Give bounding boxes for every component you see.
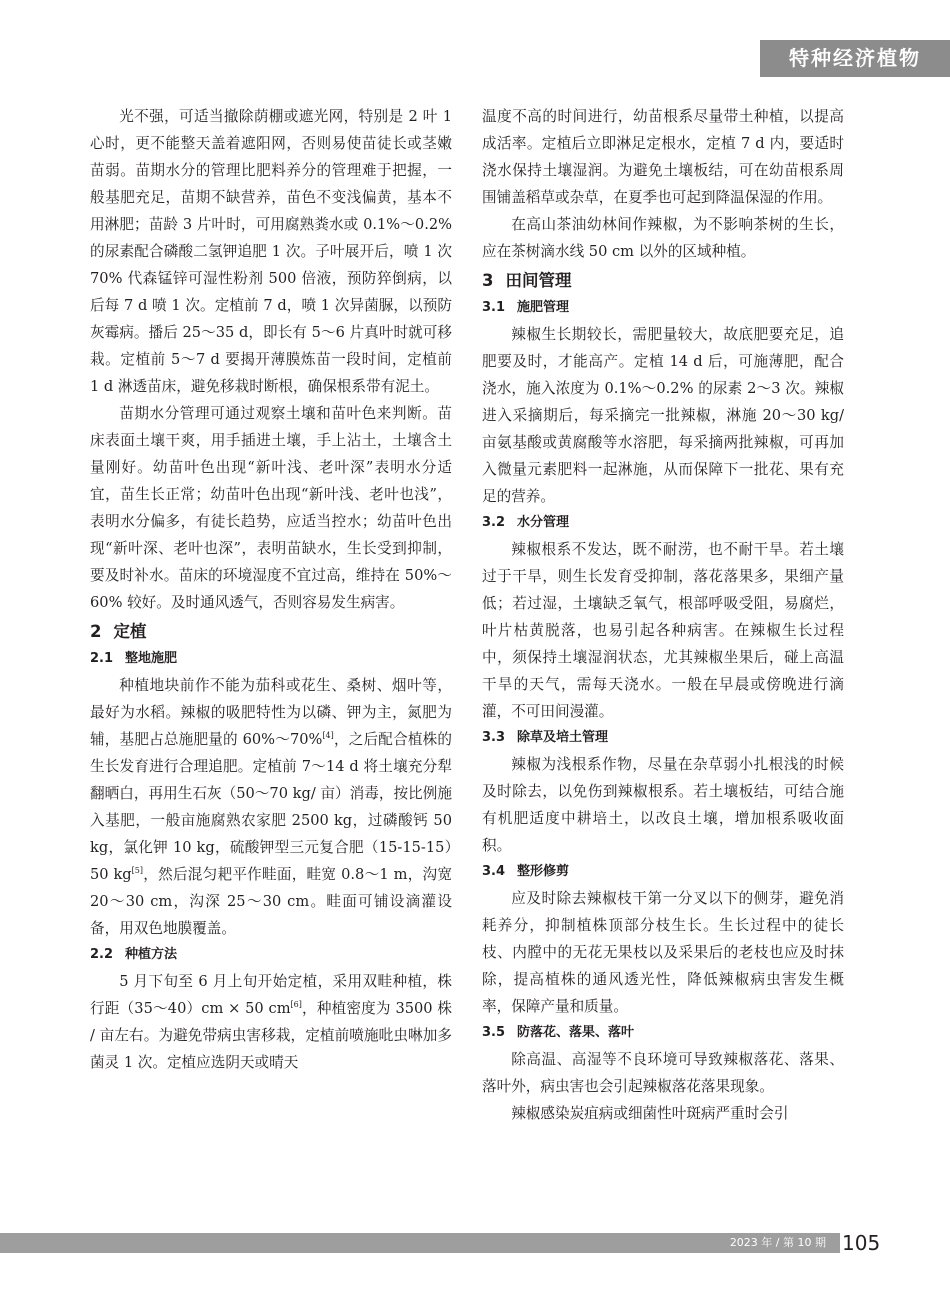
paragraph-text: 种植地块前作不能为茄科或花生、桑树、烟叶等，最好为水稻。辣椒的吸肥特性为以磷、钾为主，氮肥为辅，基肥占总施肥量的 60%～70% (90, 677, 452, 748)
paragraph: 在高山茶油幼林间作辣椒，为不影响茶树的生长，应在茶树滴水线 50 cm 以外的区域种植。 (482, 216, 844, 260)
section-title: 定植 (113, 622, 147, 641)
subsection-number: 3.5 (482, 1025, 506, 1040)
citation: [4] (322, 731, 334, 741)
paragraph: 温度不高的时间进行，幼苗根系尽量带土种植，以提高成活率。定植后立即淋足定根水，定植 7 d 内，要适时浇水保持土壤湿润。为避免土壤板结，可在幼苗根系周围铺盖稻草或杂草，在夏季也可起到降温保湿的作用。 (482, 108, 844, 206)
subsection-heading (90, 646, 452, 672)
subsection-number: 2.2 (90, 947, 114, 962)
subsection-number: 3.2 (482, 515, 506, 530)
section-number: 2 (90, 622, 102, 641)
subsection-title: 整地施肥 (125, 651, 178, 666)
paragraph-text: ，种植密度为 3500 株 / 亩左右。为避免带病虫害移栽，定植前喷施吡虫啉加多菌灵 1 次。定植应选阴天或晴天 (90, 1000, 452, 1071)
subsection-title: 防落花、落果、落叶 (517, 1025, 635, 1040)
subsection-heading (482, 295, 844, 321)
paragraph: 光不强，可适当撤除荫棚或遮光网，特别是 2 叶 1 心时，更不能整天盖着遮阳网，否则易使苗徒长或茎嫩苗弱。苗期水分的管理比肥料养分的管理难于把握，一般基肥充足，苗期不缺营养，苗色不变浅偏黄，基本不用淋肥；苗龄 3 片叶时，可用腐熟粪水或 0.1%～0.2% 的尿素配合磷酸二氢钾追肥 1 次。子叶展开后，喷 1 次 70% 代森锰锌可湿性粉剂 500 倍液，预防猝倒病，以后每 7 d 喷 1 次。定植前 7 d，喷 1 次异菌脲，以预防灰霉病。播后 25～35 d，即长有 5～6 片真叶时就可移栽。定植前 5～7 d 要揭开薄膜炼苗一段时间，定植前 1 d 淋透苗床，避免移栽时断根，确保根系带有泥土。 (90, 108, 452, 395)
right-column (482, 103, 844, 1127)
paragraph: 辣椒生长期较长，需肥量较大，故底肥要充足，追肥要及时，才能高产。定植 14 d 后，可施薄肥，配合浇水，施入浓度为 0.1%～0.2% 的尿素 2～3 次。辣椒进入采摘期后，每采摘完一批辣椒，淋施 20～30 kg/ 亩氨基酸或黄腐酸等水溶肥，每采摘两批辣椒，可再加入微量元素肥料一起淋施，从而保障下一批花、果有充足的营养。 (482, 326, 844, 505)
citation: [5] (131, 866, 143, 876)
paragraph-text: ，然后混匀耙平作畦面，畦宽 0.8～1 m，沟宽 20～30 cm，沟深 25～30 cm。畦面可铺设滴灌设备，用双色地膜覆盖。 (90, 866, 452, 937)
paragraph: 辣椒感染炭疽病或细菌性叶斑病严重时会引 (511, 1105, 789, 1122)
subsection-number: 3.4 (482, 864, 506, 879)
paragraph-text: 5 月下旬至 6 月上旬开始定植，采用双畦种植，株行距（35～40）cm × 50 cm (90, 973, 452, 1017)
paragraph: 除高温、高湿等不良环境可导致辣椒落花、落果、落叶外，病虫害也会引起辣椒落花落果现象。 (482, 1051, 844, 1095)
left-column (90, 103, 452, 1076)
footer-bar (0, 1233, 840, 1253)
paragraph: 辣椒为浅根系作物，尽量在杂草弱小扎根浅的时候及时除去，以免伤到辣椒根系。若土壤板结，可结合施有机肥适度中耕培土，以改良土壤，增加根系吸收面积。 (482, 756, 844, 854)
subsection-heading (482, 1020, 844, 1046)
subsection-title: 水分管理 (517, 515, 570, 530)
paragraph: 应及时除去辣椒枝干第一分叉以下的侧芽，避免消耗养分，抑制植株顶部分枝生长。生长过程中的徒长枝、内膛中的无花无果枝以及采果后的老枝也应及时抹除，提高植株的通风透光性，降低辣椒病虫害发生概率，保障产量和质量。 (482, 890, 844, 1015)
paragraph (90, 968, 452, 1076)
subsection-heading (482, 510, 844, 536)
paragraph: 苗期水分管理可通过观察土壤和苗叶色来判断。苗床表面土壤干爽，用手插进土壤，手上沾土，土壤含土量刚好。幼苗叶色出现“新叶浅、老叶深”表明水分适宜，苗生长正常；幼苗叶色出现“新叶浅、老叶也浅”，表明水分偏多，有徒长趋势，应适当控水；幼苗叶色出现“新叶深、老叶也深”，表明苗缺水，生长受到抑制，要及时补水。苗床的环境湿度不宜过高，维持在 50%～60% 较好。及时通风透气，否则容易发生病害。 (90, 405, 452, 611)
section-heading (482, 267, 844, 295)
subsection-heading (482, 725, 844, 751)
section-header-band (760, 40, 950, 77)
section-title: 田间管理 (505, 271, 572, 290)
paragraph: 辣椒根系不发达，既不耐涝，也不耐干旱。若土壤过于干旱，则生长发育受抑制，落花落果多，果细产量低；若过湿，土壤缺乏氧气，根部呼吸受阻，易腐烂，叶片枯黄脱落，也易引起各种病害。在辣椒生长过程中，须保持土壤湿润状态，尤其辣椒坐果后，碰上高温干旱的天气，需每天浇水。一般在早晨或傍晚进行滴灌，不可田间漫灌。 (482, 541, 844, 720)
subsection-title: 整形修剪 (517, 864, 570, 879)
subsection-title: 施肥管理 (517, 300, 570, 315)
footer-issue: 2023 年 / 第 10 期 (729, 1236, 826, 1249)
subsection-heading (90, 942, 452, 968)
subsection-heading (482, 859, 844, 885)
paragraph-text: ，之后配合植株的生长发育进行合理追肥。定植前 7～14 d 将土壤充分犁翻晒白，再用生石灰（50～70 kg/ 亩）消毒，按比例施入基肥，一般亩施腐熟农家肥 2500 kg，过磷酸钙 50 kg，氯化钾 10 kg，硫酸钾型三元复合肥（15-15-15）50 kg (90, 731, 452, 883)
section-heading (90, 618, 452, 646)
paragraph (90, 672, 452, 942)
page-number: 105 (842, 1231, 881, 1255)
subsection-number: 3.1 (482, 300, 506, 315)
section-title: 特种经济植物 (789, 46, 921, 70)
section-number: 3 (482, 271, 494, 290)
subsection-title: 种植方法 (125, 947, 178, 962)
subsection-number: 3.3 (482, 730, 506, 745)
subsection-number: 2.1 (90, 651, 114, 666)
subsection-title: 除草及培土管理 (517, 730, 609, 745)
citation: [6] (290, 1000, 302, 1010)
